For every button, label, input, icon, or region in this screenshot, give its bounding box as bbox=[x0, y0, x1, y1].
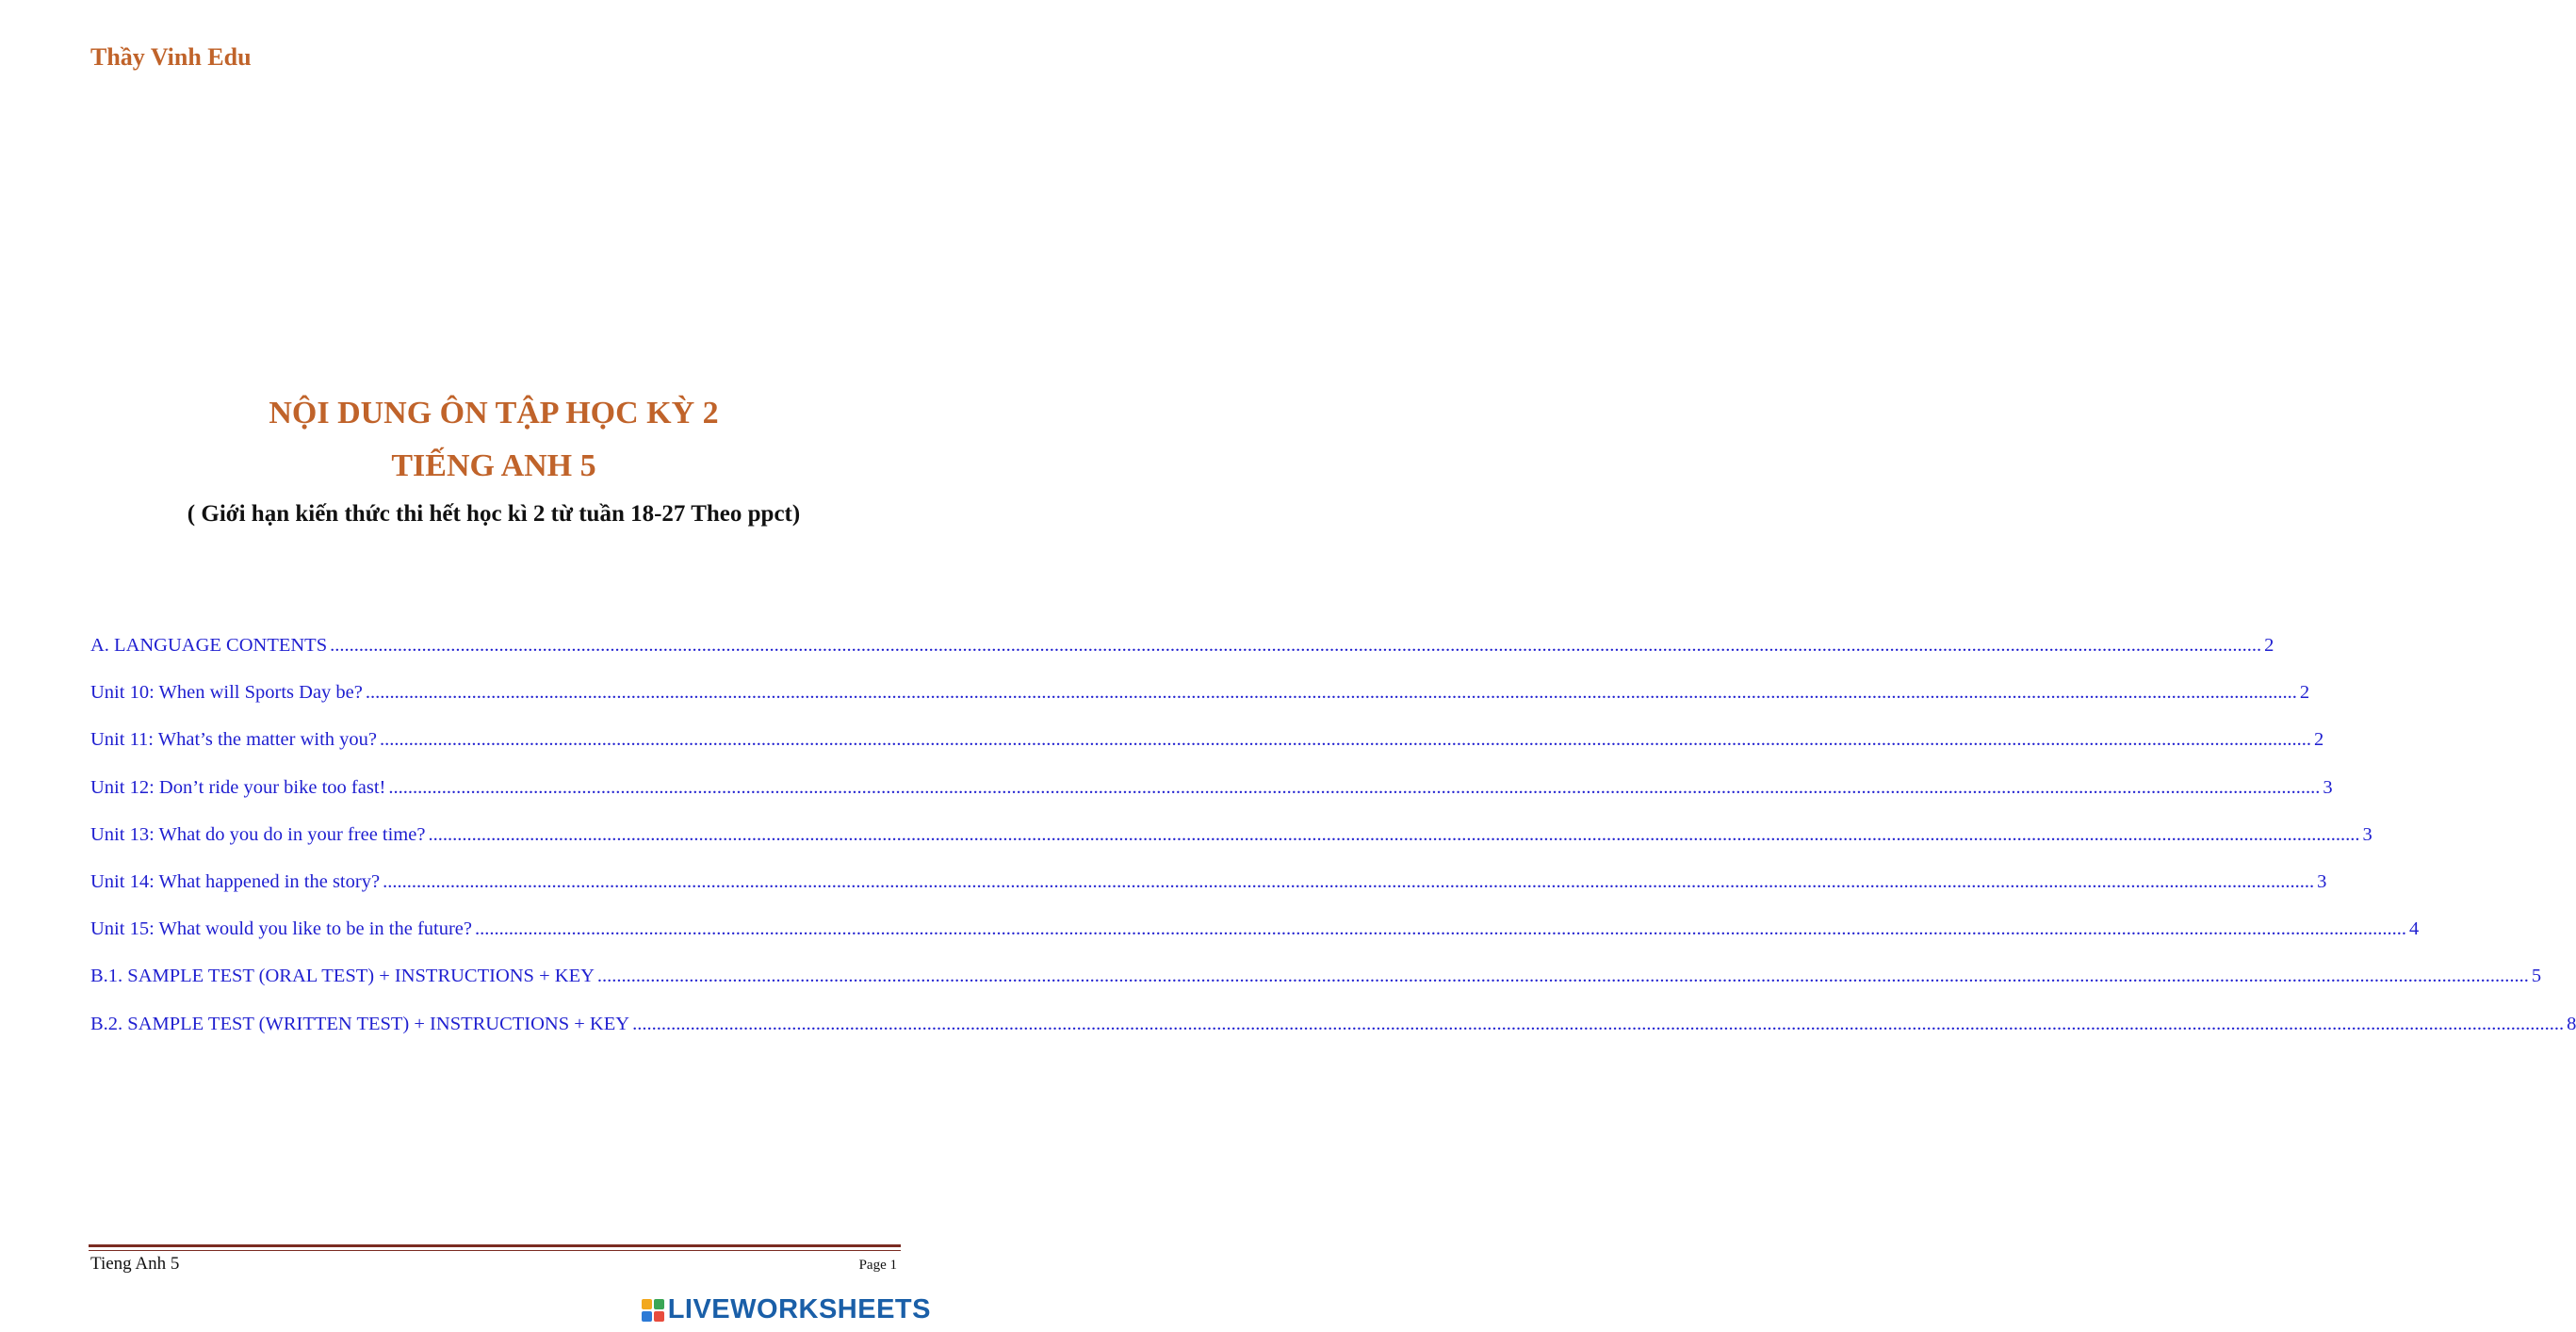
toc-entry-label: A. LANGUAGE CONTENTS bbox=[90, 635, 328, 656]
toc-entry-page: 3 bbox=[2362, 823, 2372, 845]
toc-entry[interactable] bbox=[90, 635, 2274, 682]
liveworksheets-wordmark: LIVEWORKSHEETS bbox=[667, 1294, 931, 1324]
footer-course-name: Tieng Anh 5 bbox=[90, 1254, 180, 1274]
toc-dot-leader: ................................................................................................................................................................................................................................................................................................................................................................................................................ bbox=[388, 776, 2321, 798]
toc-dot-leader: ................................................................................................................................................................................................................................................................................................................................................................................................................ bbox=[632, 1013, 2565, 1034]
toc-entry-page: 2 bbox=[2314, 729, 2324, 751]
toc-entry-label: Unit 12: Don’t ride your bike too fast! bbox=[90, 776, 386, 798]
toc-entry[interactable] bbox=[90, 682, 2310, 729]
toc-entry-label: B.1. SAMPLE TEST (ORAL TEST) + INSTRUCTIONS + KEY bbox=[90, 966, 595, 987]
toc-entry-label: Unit 15: What would you like to be in the future? bbox=[90, 918, 472, 940]
toc-entry-page: 4 bbox=[2409, 918, 2420, 940]
toc-entry-page: 5 bbox=[2531, 966, 2542, 987]
toc-entry-label: Unit 14: What happened in the story? bbox=[90, 870, 381, 892]
footer-page-number: Page 1 bbox=[858, 1258, 897, 1273]
table-of-contents bbox=[90, 635, 2576, 1061]
toc-entry-page: 3 bbox=[2317, 870, 2327, 892]
toc-entry[interactable] bbox=[90, 870, 2327, 918]
toc-entry-page: 2 bbox=[2299, 682, 2310, 704]
toc-dot-leader: ................................................................................................................................................................................................................................................................................................................................................................................................................ bbox=[475, 918, 2406, 940]
toc-entry[interactable] bbox=[90, 776, 2333, 824]
toc-entry[interactable] bbox=[90, 966, 2542, 1013]
toc-entry[interactable] bbox=[90, 823, 2372, 871]
document-title: NỘI DUNG ÔN TẬP HỌC KỲ 2 bbox=[269, 396, 719, 430]
toc-entry-page: 2 bbox=[2264, 635, 2274, 656]
document-subject: TIẾNG ANH 5 bbox=[391, 448, 596, 483]
liveworksheets-icon bbox=[642, 1299, 664, 1322]
toc-entry[interactable] bbox=[90, 729, 2324, 776]
toc-entry-label: Unit 10: When will Sports Day be? bbox=[90, 682, 363, 704]
toc-dot-leader: ................................................................................................................................................................................................................................................................................................................................................................................................................ bbox=[380, 729, 2312, 751]
document-scope-note: ( Giới hạn kiến thức thi hết học kì 2 từ tuần 18-27 Theo ppct) bbox=[187, 501, 801, 527]
toc-dot-leader: ................................................................................................................................................................................................................................................................................................................................................................................................................ bbox=[330, 635, 2262, 656]
toc-entry-page: 8 bbox=[2567, 1013, 2576, 1034]
header-brand: Thầy Vinh Edu bbox=[90, 43, 252, 71]
toc-dot-leader: ................................................................................................................................................................................................................................................................................................................................................................................................................ bbox=[596, 966, 2529, 987]
toc-dot-leader: ................................................................................................................................................................................................................................................................................................................................................................................................................ bbox=[365, 682, 2297, 704]
toc-entry-label: B.2. SAMPLE TEST (WRITTEN TEST) + INSTRUCTIONS + KEY bbox=[90, 1013, 630, 1034]
liveworksheets-logo bbox=[642, 1294, 931, 1325]
toc-dot-leader: ................................................................................................................................................................................................................................................................................................................................................................................................................ bbox=[428, 823, 2360, 845]
toc-dot-leader: ................................................................................................................................................................................................................................................................................................................................................................................................................ bbox=[383, 870, 2315, 892]
toc-entry[interactable] bbox=[90, 918, 2420, 966]
toc-entry-label: Unit 13: What do you do in your free time? bbox=[90, 823, 426, 845]
toc-entry-page: 3 bbox=[2323, 776, 2333, 798]
toc-entry-label: Unit 11: What’s the matter with you? bbox=[90, 729, 378, 751]
footer-rule bbox=[89, 1244, 901, 1247]
footer-rule-thin bbox=[89, 1250, 901, 1251]
toc-entry[interactable] bbox=[90, 1013, 2576, 1061]
